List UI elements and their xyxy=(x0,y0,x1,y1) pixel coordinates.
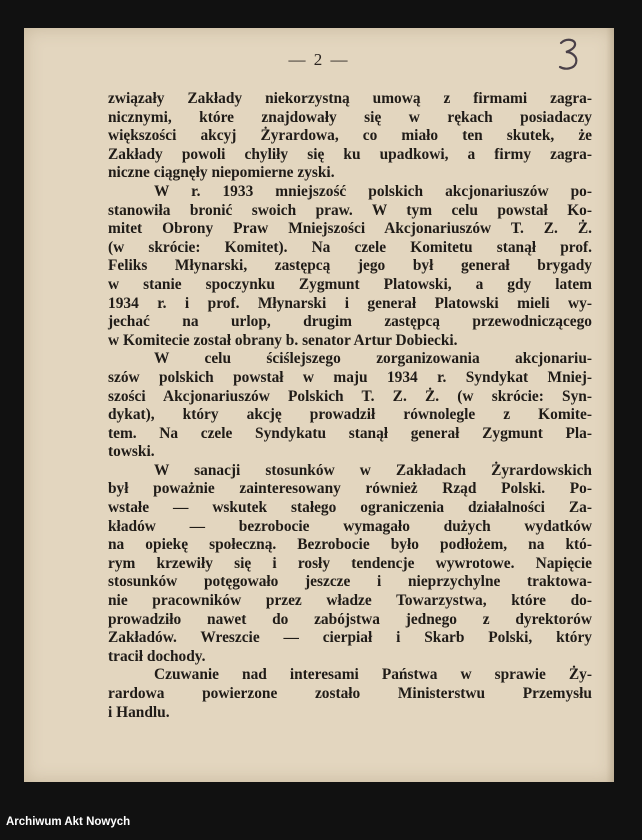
text-line: towski. xyxy=(108,443,155,461)
text-line: w stanie spoczynku Zygmunt Platowski, a gdy latem xyxy=(108,275,592,293)
page-number: — 2 — xyxy=(288,50,350,69)
text-line: na opiekę społeczną. Bezrobocie było podłożem, na któ- xyxy=(108,536,592,554)
text-line: szów polskich powstał w maju 1934 r. Syndykat Mniej- xyxy=(108,368,592,386)
text-line: był poważnie zainteresowany również Rząd Polski. Po- xyxy=(108,480,592,498)
body-text xyxy=(108,90,592,722)
text-line: 1934 r. i prof. Młynarski i generał Platowski mieli wy- xyxy=(108,294,592,312)
text-line: (w skrócie: Komitet). Na czele Komitetu stanął prof. xyxy=(108,238,592,256)
text-line: Zakładów. Wreszcie — cierpiał i Skarb Polski, który xyxy=(108,629,592,647)
document-page xyxy=(24,28,614,782)
archive-watermark: Archiwum Akt Nowych xyxy=(6,816,131,828)
text-line: Zakłady powoli chyliły się ku upadkowi, a firmy zagra- xyxy=(108,145,592,163)
text-line: dykat), który akcję prowadził równolegle z Komite- xyxy=(108,406,592,424)
text-line: kładów — bezrobocie wymagało dużych wydatków xyxy=(108,517,592,535)
text-line: i Handlu. xyxy=(108,703,170,721)
text-line: w Komitecie został obrany b. senator Artur Dobiecki. xyxy=(108,331,458,349)
text-line: stanowiła bronić swoich praw. W tym celu powstał Ko- xyxy=(108,201,592,219)
text-line: rardowa powierzone zostało Ministerstwu Przemysłu xyxy=(108,685,592,702)
text-line: Czuwanie nad interesami Państwa w sprawie Ży- xyxy=(154,666,592,684)
text-line: nie pracowników przez władze Towarzystwa, które do- xyxy=(108,592,592,610)
text-line: nicznymi, które znajdowały się w rękach posiadaczy xyxy=(108,108,592,126)
text-line: rym krzewiły się i rosły tendencje wywrotowe. Napięcie xyxy=(108,554,592,572)
text-line: związały Zakłady niekorzystną umową z firmami zagra- xyxy=(108,90,592,107)
text-line: stosunków potęgowało jeszcze i nieprzychylne traktowa- xyxy=(108,573,592,591)
text-line: wstałe — wskutek stałego ograniczenia działalności Za- xyxy=(108,499,592,517)
text-line: większości akcyj Żyrardowa, co miało ten skutek, że xyxy=(108,127,592,145)
text-line: prowadziło nawet do zabójstwa jednego z dyrektorów xyxy=(108,610,592,628)
text-line: jechać na urlop, drugim zastępcą przewodniczącego xyxy=(108,313,592,331)
text-line: szości Akcjonariuszów Polskich T. Z. Ż. (w skrócie: Syn- xyxy=(108,387,592,405)
text-line: W r. 1933 mniejszość polskich akcjonariuszów po- xyxy=(154,182,592,200)
text-line: niczne ciągnęły niepomierne zyski. xyxy=(108,164,335,182)
text-line: W celu ściślejszego zorganizowania akcjonariu- xyxy=(154,350,592,368)
text-line: tracił dochody. xyxy=(108,647,206,665)
text-line: Feliks Młynarski, zastępcą jego był generał brygady xyxy=(108,257,592,275)
handwritten-folio-number xyxy=(554,34,584,74)
text-line: tem. Na czele Syndykatu stanął generał Zygmunt Pla- xyxy=(108,424,592,442)
text-line: W sanacji stosunków w Zakładach Żyrardowskich xyxy=(154,461,592,479)
text-line: mitet Obrony Praw Mniejszości Akcjonariuszów T. Z. Ż. xyxy=(108,220,592,238)
page-edge-shadow xyxy=(606,28,614,782)
